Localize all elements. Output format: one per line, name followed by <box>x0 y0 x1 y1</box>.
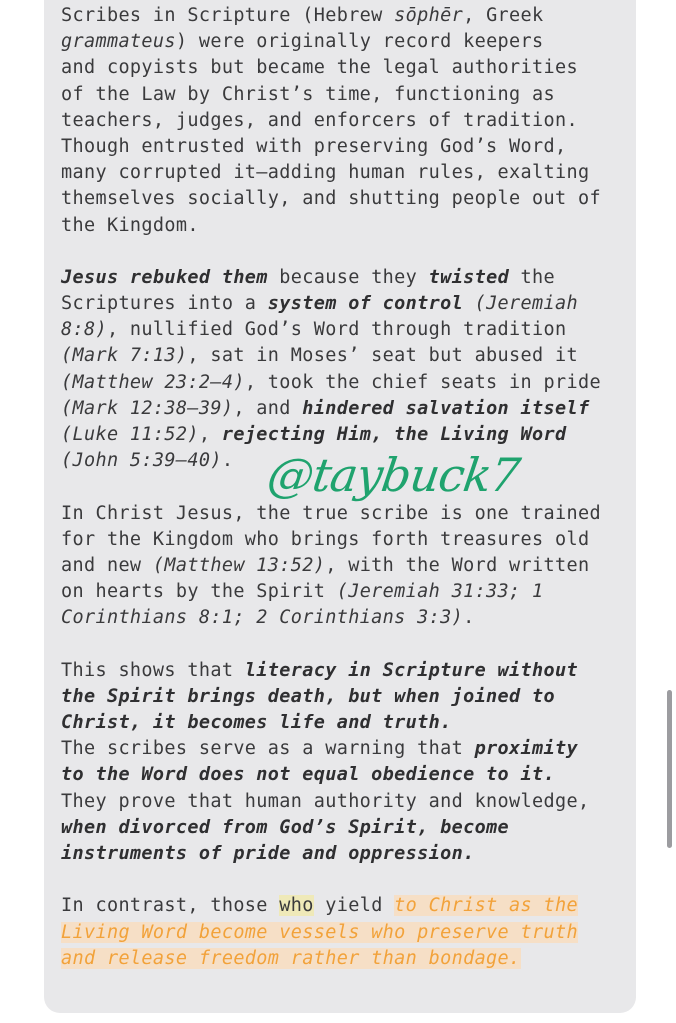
text-line <box>61 605 631 631</box>
scripture-reference: (Luke 11:52) <box>61 424 199 445</box>
text-line <box>61 736 631 762</box>
text-line <box>61 317 631 343</box>
paragraph-gap <box>61 239 631 265</box>
text-run: , Greek <box>463 5 544 26</box>
text-line <box>61 946 631 972</box>
scripture-reference: (Matthew 13:52) <box>152 554 326 576</box>
text-line: instruments of pride and oppression. <box>61 843 475 864</box>
text-line: when divorced from God’s Spirit, become <box>61 816 510 838</box>
emphasis-text: hindered salvation itself <box>302 397 590 419</box>
text-line: of the Law by Christ’s time, functioning as <box>61 83 555 105</box>
paragraph-gap <box>61 632 631 658</box>
scripture-reference: (Jeremiah 31:33; 1 <box>336 581 544 603</box>
text-line: Christ, it becomes life and truth. <box>61 712 452 734</box>
text-run: Scribes in Scripture (Hebrew <box>61 5 395 26</box>
text-run: because they <box>267 266 429 288</box>
text-line <box>61 291 631 317</box>
text-run: The scribes serve as a warning that <box>61 738 475 760</box>
text-run: This shows that <box>61 659 245 681</box>
text-run: , <box>198 424 222 445</box>
text-run: on hearts by the Spirit <box>61 581 337 603</box>
scripture-reference: (Jeremiah <box>463 293 578 315</box>
text-line <box>61 579 631 605</box>
text-run: yield <box>313 895 395 917</box>
text-run: In contrast, those <box>61 895 280 917</box>
scripture-reference: Corinthians 8:1; 2 Corinthians 3:3) <box>61 607 464 629</box>
text-run: . <box>463 607 475 629</box>
emphasis-text: system of control <box>267 293 464 315</box>
text-line <box>61 422 631 448</box>
text-line: Though entrusted with preserving God’s Word, <box>61 135 567 157</box>
text-run: , and <box>233 397 303 419</box>
text-run: Scriptures into a <box>61 293 268 315</box>
greek-term: grammateus <box>61 31 176 53</box>
scripture-reference: (Mark 7:13) <box>61 345 188 367</box>
text-line <box>61 3 631 29</box>
text-line: themselves socially, and shutting people out of <box>61 188 601 210</box>
text-line: They prove that human authority and knowledge, <box>61 790 590 812</box>
text-line: to the Word does not equal obedience to it. <box>61 764 555 786</box>
soft-highlight: who <box>279 895 314 917</box>
emphasis-text: literacy in Scripture without <box>244 659 578 681</box>
text-line: teachers, judges, and enforcers of tradition. <box>61 109 578 131</box>
scripture-reference: (Matthew 23:2–4) <box>61 371 245 393</box>
highlighted-text: Living Word become vessels who preserve truth <box>61 921 578 943</box>
text-run: . <box>221 450 234 472</box>
text-line <box>61 920 631 946</box>
text-line <box>61 893 631 919</box>
text-run: ) were originally record keepers <box>175 31 544 53</box>
scripture-reference: (John 5:39–40) <box>61 450 222 472</box>
text-line <box>61 396 631 422</box>
text-line: and copyists but became the legal authorities <box>61 57 578 79</box>
text-line <box>61 343 631 369</box>
emphasis-text: proximity <box>474 738 578 760</box>
scrollbar[interactable] <box>667 690 672 848</box>
text-line: many corrupted it—adding human rules, exalting <box>61 162 590 184</box>
text-line: for the Kingdom who brings forth treasures old <box>61 528 590 550</box>
emphasis-text: Jesus rebuked them <box>61 266 268 288</box>
text-line: the Spirit brings death, but when joined to <box>61 685 555 707</box>
text-line: the Kingdom. <box>61 214 199 236</box>
text-run: , took the chief seats in pride <box>244 371 601 393</box>
hebrew-term: sōphēr <box>394 5 464 26</box>
highlighted-text: to Christ as the <box>394 895 578 917</box>
text-line <box>61 658 631 684</box>
text-run: , with the Word written <box>325 554 590 576</box>
scripture-reference: (Mark 12:38–39) <box>61 397 234 419</box>
text-run: and new <box>61 554 153 576</box>
emphasis-text: rejecting Him, the Living Word <box>221 424 567 445</box>
paragraph-gap <box>61 867 631 893</box>
text-line <box>61 29 631 55</box>
text-line <box>61 370 631 396</box>
scripture-reference: 8:8) <box>61 319 107 341</box>
text-line <box>61 265 631 291</box>
watermark: @taybuck7 <box>264 448 523 502</box>
text-run: , sat in Moses’ seat but abused it <box>187 345 578 367</box>
text-line: In Christ Jesus, the true scribe is one trained <box>61 502 601 524</box>
highlighted-text: and release freedom rather than bondage. <box>61 947 521 969</box>
text-line <box>61 553 631 579</box>
text-run: the <box>509 266 556 288</box>
emphasis-text: twisted <box>428 266 510 288</box>
text-run: , nullified God’s Word through tradition <box>106 319 567 341</box>
